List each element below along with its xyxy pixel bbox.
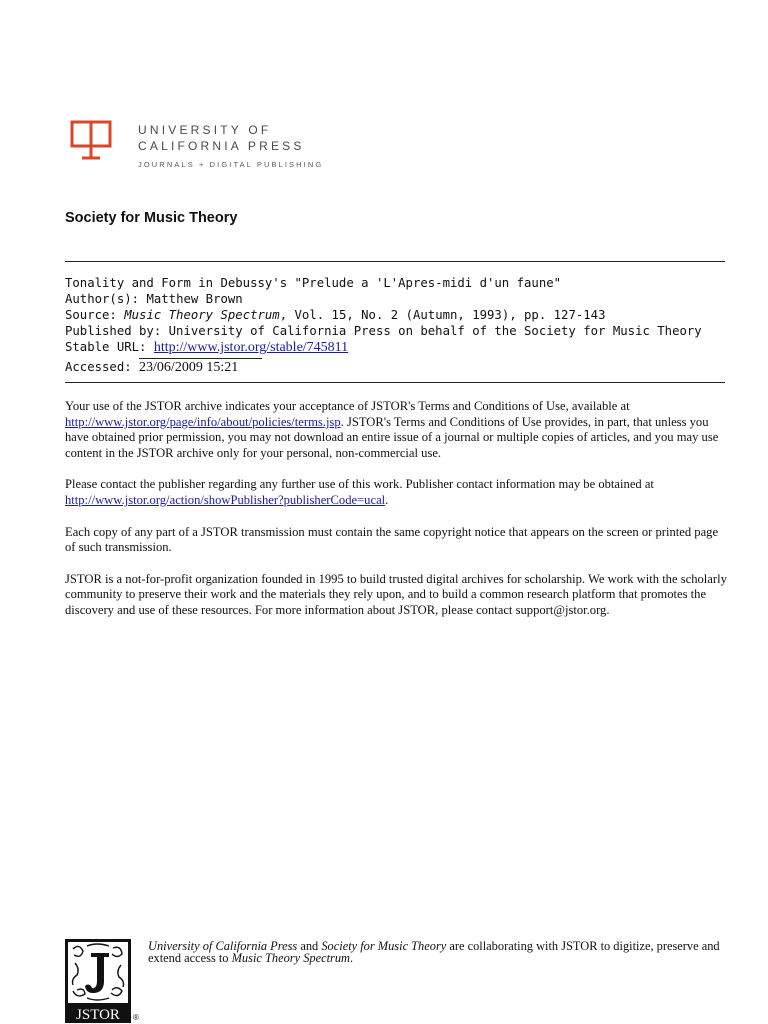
published-by: University of California Press on behalf of the Society for Music Theory bbox=[168, 324, 702, 338]
published-label: Published by: bbox=[65, 324, 162, 338]
author-name: Matthew Brown bbox=[146, 292, 243, 306]
jstor-logo-icon bbox=[65, 939, 131, 1023]
collaboration-statement bbox=[148, 940, 733, 964]
publisher-contact-link[interactable]: http://www.jstor.org/action/showPublisher?publisherCode=ucal bbox=[65, 492, 386, 507]
terms-paragraph bbox=[65, 399, 730, 461]
author-label: Author(s): bbox=[65, 292, 140, 306]
publisher-name bbox=[138, 122, 323, 169]
source-row bbox=[65, 307, 702, 323]
stable-url-label: Stable URL: bbox=[65, 340, 147, 354]
footer-society: Society for Music Theory bbox=[321, 939, 447, 953]
contact-paragraph bbox=[65, 477, 730, 508]
contact-text-1: Please contact the publisher regarding any further use of this work. Publisher contact information may be obtained at bbox=[65, 477, 654, 492]
about-paragraph: JSTOR is a not-for-profit organization founded in 1995 to build trusted digital archives for scholarship. We work with the scholarly community to preserve their work and the materials they rely upon, and to build a common research platform that promotes the discovery and use of these resources. For more information about JSTOR, please contact support@jstor.org. bbox=[65, 571, 727, 617]
source-details: , Vol. 15, No. 2 (Autumn, 1993), pp. 127-143 bbox=[279, 308, 606, 322]
jstor-notices bbox=[65, 399, 730, 635]
footer-end: . bbox=[350, 951, 354, 965]
bottom-divider bbox=[65, 382, 725, 383]
stable-url-row bbox=[65, 339, 702, 356]
accessed-label: Accessed: bbox=[65, 360, 132, 374]
stable-url-link[interactable]: http://www.jstor.org/stable/745811 bbox=[153, 340, 349, 355]
journal-title: Music Theory Spectrum bbox=[124, 308, 280, 322]
publisher-tagline: JOURNALS + DIGITAL PUBLISHING bbox=[138, 160, 324, 169]
accessed-row bbox=[65, 358, 702, 376]
top-divider bbox=[65, 261, 725, 262]
terms-text-2: . JSTOR's Terms and Conditions of Use provides, in part, that unless you have obtained prior permission, you may not download an entire issue of a journal or multiple copies of articles, and you may use content in the JSTOR archive only for your personal, non-commercial use. bbox=[65, 414, 719, 460]
article-metadata bbox=[65, 275, 702, 376]
footer-press: University of California Press bbox=[148, 939, 298, 953]
terms-link[interactable]: http://www.jstor.org/page/info/about/policies/terms.jsp bbox=[65, 414, 341, 429]
university-of-california-press-logo-icon bbox=[70, 120, 112, 160]
terms-text-1: Your use of the JSTOR archive indicates your acceptance of JSTOR's Terms and Conditions of Use, available at bbox=[65, 399, 630, 413]
accessed-date: 23/06/2009 15:21 bbox=[139, 358, 262, 376]
footer-and: and bbox=[297, 939, 322, 953]
footer-journal: Music Theory Spectrum bbox=[231, 951, 350, 965]
published-row bbox=[65, 323, 702, 339]
author-row bbox=[65, 291, 702, 307]
contact-text-2: . bbox=[385, 492, 389, 507]
registered-mark: ® bbox=[133, 1013, 139, 1022]
copy-paragraph: Each copy of any part of a JSTOR transmission must contain the same copyright notice that appears on the screen or printed page of such transmission. bbox=[65, 524, 719, 555]
society-name: Society for Music Theory bbox=[65, 210, 238, 226]
publisher-name-line-2: CALIFORNIA PRESS bbox=[138, 139, 305, 153]
jstor-logo-text: JSTOR bbox=[76, 1007, 120, 1023]
source-label: Source: bbox=[65, 308, 117, 322]
footer-collab-text: are collaborating with JSTOR to digitize, preserve and extend access to bbox=[148, 939, 720, 965]
article-title: Tonality and Form in Debussy's "Prelude a 'L'Apres-midi d'un faune" bbox=[65, 276, 562, 290]
publisher-name-line-1: UNIVERSITY OF bbox=[138, 123, 272, 137]
